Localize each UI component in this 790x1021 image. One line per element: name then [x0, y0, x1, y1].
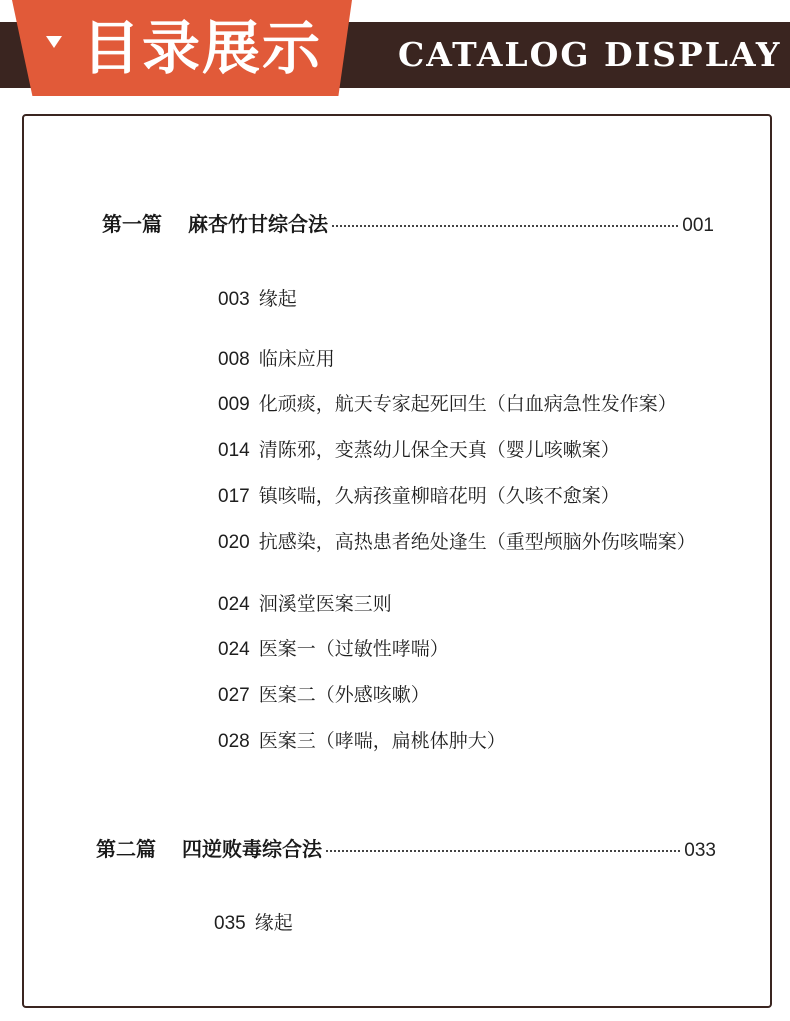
catalog-title-en: CATALOG DISPLAY: [398, 35, 782, 74]
entry-page-number: 027: [218, 685, 250, 706]
dot-leader: [326, 850, 680, 852]
toc-entry: [218, 726, 506, 753]
toc-entry: [218, 481, 620, 508]
entry-page-number: 020: [218, 532, 250, 553]
toc-entry: [218, 284, 297, 311]
toc-entry: [214, 908, 293, 935]
toc-part-heading: [102, 208, 714, 237]
entry-title: 医案一（过敏性哮喘）: [258, 638, 449, 660]
entry-title: 洄溪堂医案三则: [258, 593, 392, 615]
toc-entry: [218, 680, 430, 707]
entry-title: 化顽痰，航天专家起死回生（白血病急性发作案）: [258, 393, 677, 415]
entry-page-number: 024: [218, 594, 250, 615]
entry-page-number: 003: [218, 289, 250, 310]
part-label: 第一篇: [102, 212, 162, 236]
entry-page-number: 014: [218, 440, 250, 461]
entry-page-number: 017: [218, 486, 250, 507]
entry-page-number: 024: [218, 639, 250, 660]
toc-entry: [218, 589, 392, 616]
entry-title: 缘起: [258, 288, 297, 310]
entry-title: 镇咳喘，久病孩童柳暗花明（久咳不愈案）: [258, 485, 620, 507]
dot-leader: [332, 225, 678, 227]
entry-page-number: 009: [218, 394, 250, 415]
toc-page-frame: [22, 114, 772, 1008]
toc-part-heading: [96, 833, 716, 862]
entry-title: 缘起: [254, 912, 293, 934]
part-page-number: 001: [682, 215, 714, 236]
entry-title: 清陈邪，变蒸幼儿保全天真（婴儿咳嗽案）: [258, 439, 620, 461]
arrow-down-icon: [46, 36, 62, 48]
part-title: 四逆败毒综合法: [182, 837, 322, 861]
entry-title: 临床应用: [258, 348, 335, 370]
part-page-number: 033: [684, 840, 716, 861]
entry-page-number: 028: [218, 731, 250, 752]
entry-title: 医案二（外感咳嗽）: [258, 684, 430, 706]
toc-entry: [218, 344, 335, 371]
entry-title: 抗感染，高热患者绝处逢生（重型颅脑外伤咳喘案）: [258, 531, 696, 553]
entry-title: 医案三（哮喘，扁桃体肿大）: [258, 730, 506, 752]
part-title: 麻杏竹甘综合法: [188, 212, 328, 236]
toc-entry: [218, 389, 677, 416]
part-label: 第二篇: [96, 837, 156, 861]
catalog-title-cn: 目录展示: [82, 14, 323, 82]
toc-entry: [218, 527, 696, 554]
entry-page-number: 035: [214, 913, 246, 934]
entry-page-number: 008: [218, 349, 250, 370]
toc-entry: [218, 634, 449, 661]
toc-entry: [218, 435, 620, 462]
